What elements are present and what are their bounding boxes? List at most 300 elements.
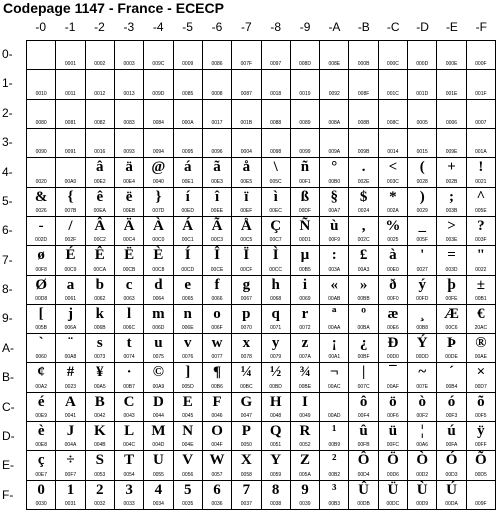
cell-glyph: ¬ — [330, 364, 339, 381]
cell-glyph: d — [154, 276, 163, 293]
code-cell — [115, 393, 144, 422]
cell-glyph: è — [37, 423, 45, 440]
cell-glyph: Ó — [445, 452, 458, 469]
cell-glyph: # — [66, 364, 75, 381]
code-cell — [379, 393, 408, 422]
code-cell — [56, 276, 85, 305]
code-cell — [320, 393, 349, 422]
code-cell — [379, 188, 408, 217]
cell-glyph: 5 — [183, 481, 192, 498]
column-label: -3 — [123, 20, 135, 34]
code-cell — [232, 70, 261, 99]
cell-codepoint: 0075 — [152, 354, 164, 361]
cell-glyph: ã — [213, 159, 221, 176]
cell-glyph: ¡ — [331, 335, 337, 352]
cell-codepoint: 0022 — [475, 266, 487, 273]
cell-codepoint: 00BB — [357, 295, 370, 302]
cell-glyph: È — [153, 247, 164, 264]
code-cell — [203, 188, 232, 217]
code-cell — [86, 334, 115, 363]
cell-glyph: x — [242, 335, 251, 352]
cell-codepoint: 001F — [475, 90, 487, 97]
cell-codepoint: 0064 — [152, 295, 164, 302]
cell-codepoint: 0096 — [211, 149, 223, 156]
cell-codepoint: 00A9 — [152, 383, 165, 390]
cell-glyph: X — [240, 452, 252, 469]
row-label: C- — [2, 399, 15, 414]
cell-codepoint: 003B — [445, 207, 458, 214]
cell-codepoint: 00B2 — [328, 471, 341, 478]
cell-glyph: [ — [38, 305, 44, 322]
cell-codepoint: 007A — [299, 354, 311, 361]
cell-codepoint: 0015 — [416, 149, 428, 156]
row-header — [2, 40, 26, 510]
cell-codepoint: 001A — [475, 149, 487, 156]
cell-codepoint: 004C — [123, 442, 136, 449]
cell-codepoint: 00BD — [269, 383, 282, 390]
cell-codepoint: 006B — [93, 325, 106, 332]
cell-glyph: À — [152, 217, 164, 234]
cell-codepoint: 0016 — [94, 149, 106, 156]
cell-glyph: Ü — [387, 481, 399, 498]
column-header — [26, 20, 496, 36]
code-cell — [437, 276, 466, 305]
cell-codepoint: 003F — [475, 237, 487, 244]
cell-codepoint: 00EA — [93, 207, 106, 214]
code-cell — [437, 422, 466, 451]
cell-glyph: U — [152, 452, 164, 469]
cell-glyph: ê — [96, 188, 104, 205]
code-cell — [437, 334, 466, 363]
cell-glyph: ë — [125, 188, 133, 205]
cell-codepoint: 0057 — [211, 471, 223, 478]
cell-glyph: É — [65, 247, 76, 264]
cell-glyph: í — [185, 188, 190, 205]
cell-codepoint: 00C4 — [123, 237, 136, 244]
cell-glyph: Q — [269, 423, 282, 440]
code-cell — [144, 363, 173, 392]
code-cell — [174, 334, 203, 363]
cell-codepoint: 008A — [328, 119, 341, 126]
code-cell — [379, 246, 408, 275]
cell-codepoint: 009E — [445, 149, 458, 156]
cell-glyph: ¥ — [96, 364, 104, 381]
cell-codepoint: 003C — [386, 178, 399, 185]
code-cell — [437, 393, 466, 422]
column-label: -0 — [35, 20, 47, 34]
cell-glyph: f — [214, 276, 220, 293]
code-cell — [115, 334, 144, 363]
cell-codepoint: 00A0 — [64, 178, 77, 185]
cell-codepoint: 00EC — [269, 207, 282, 214]
cell-glyph: Þ — [446, 335, 457, 352]
column-label: -D — [416, 20, 429, 34]
cell-glyph: A — [65, 393, 76, 410]
cell-codepoint: 00B8 — [416, 325, 429, 332]
code-cell — [437, 158, 466, 187]
row-label: 1- — [2, 76, 13, 91]
code-cell — [379, 70, 408, 99]
code-cell — [437, 129, 466, 158]
code-cell — [262, 100, 291, 129]
cell-codepoint: 0060 — [35, 354, 47, 361]
cell-codepoint: 00B4 — [445, 383, 458, 390]
cell-glyph: Ý — [416, 335, 428, 352]
cell-codepoint: 0019 — [299, 90, 311, 97]
code-cell — [467, 70, 496, 99]
cell-glyph: à — [389, 247, 397, 264]
code-cell — [203, 305, 232, 334]
cell-codepoint: 0094 — [152, 149, 164, 156]
cell-glyph: ó — [447, 393, 456, 410]
code-cell — [262, 305, 291, 334]
cell-codepoint: 00C1 — [181, 237, 194, 244]
cell-glyph: . — [361, 159, 366, 176]
cell-glyph: ì — [273, 188, 278, 205]
cell-glyph: - — [38, 217, 44, 234]
code-cell — [27, 129, 56, 158]
cell-codepoint: 009C — [152, 61, 165, 68]
code-cell — [379, 41, 408, 70]
cell-codepoint: 001D — [416, 90, 429, 97]
cell-codepoint: 00BC — [240, 383, 253, 390]
cell-codepoint: 00F5 — [475, 413, 487, 420]
code-cell — [27, 422, 56, 451]
cell-codepoint: 0005 — [416, 119, 428, 126]
cell-codepoint: 004F — [211, 442, 223, 449]
code-cell — [174, 217, 203, 246]
cell-codepoint: 001B — [240, 119, 253, 126]
cell-codepoint: 0088 — [270, 119, 282, 126]
cell-codepoint: 0033 — [123, 501, 135, 507]
code-cell — [56, 363, 85, 392]
cell-codepoint: 00B9 — [328, 442, 341, 449]
cell-codepoint: 00E1 — [181, 178, 194, 185]
code-cell — [320, 129, 349, 158]
code-cell — [320, 481, 349, 510]
cell-glyph: ° — [331, 159, 338, 176]
cell-codepoint: 0097 — [270, 61, 282, 68]
code-cell — [232, 451, 261, 480]
cell-glyph: õ — [477, 393, 485, 410]
cell-codepoint: 00E5 — [240, 178, 253, 185]
cell-codepoint: 0093 — [123, 149, 135, 156]
cell-codepoint: 001C — [386, 90, 399, 97]
cell-glyph: t — [126, 335, 132, 352]
cell-glyph: ð — [389, 276, 397, 293]
code-cell — [174, 129, 203, 158]
cell-glyph: 4 — [154, 481, 163, 498]
code-cell — [203, 158, 232, 187]
cell-codepoint: 008B — [357, 119, 370, 126]
cell-glyph: Ã — [211, 217, 223, 234]
code-cell — [174, 246, 203, 275]
cell-glyph: 1 — [66, 481, 75, 498]
row-label: 4- — [2, 164, 13, 179]
cell-glyph: h — [271, 276, 280, 293]
cell-glyph: N — [182, 423, 194, 440]
cell-codepoint: 000D — [416, 61, 429, 68]
code-cell — [86, 276, 115, 305]
codepage-table — [26, 40, 496, 510]
cell-codepoint: 000E — [445, 61, 458, 68]
cell-codepoint: 00AB — [328, 295, 341, 302]
code-cell — [27, 188, 56, 217]
cell-glyph: * — [389, 188, 397, 205]
cell-codepoint: 0073 — [94, 354, 106, 361]
code-cell — [467, 246, 496, 275]
column-label: -5 — [182, 20, 193, 34]
code-cell — [291, 217, 320, 246]
cell-codepoint: 00DA — [445, 501, 458, 507]
cell-codepoint: 0098 — [270, 149, 282, 156]
code-cell — [232, 334, 261, 363]
code-cell — [320, 305, 349, 334]
cell-codepoint: 0028 — [416, 178, 428, 185]
cell-codepoint: 00AF — [386, 383, 399, 390]
code-cell — [262, 451, 291, 480]
code-cell — [349, 129, 378, 158]
code-cell — [467, 158, 496, 187]
cell-glyph: Â — [94, 217, 106, 234]
cell-glyph: ] — [185, 364, 191, 381]
code-cell — [27, 100, 56, 129]
row-label: F- — [2, 487, 14, 502]
cell-codepoint: 0027 — [416, 266, 428, 273]
cell-glyph: é — [37, 393, 45, 410]
cell-codepoint: 0003 — [123, 61, 135, 68]
cell-codepoint: 0023 — [64, 383, 77, 390]
code-cell — [232, 305, 261, 334]
cell-codepoint: 009A — [328, 149, 341, 156]
cell-codepoint: 00CE — [210, 266, 224, 273]
cell-glyph: L — [124, 423, 135, 440]
cell-glyph: R — [299, 423, 311, 440]
cell-glyph: Ï — [243, 247, 250, 264]
code-cell — [56, 451, 85, 480]
code-cell — [320, 188, 349, 217]
code-cell — [56, 334, 85, 363]
cell-codepoint: 000C — [386, 61, 399, 68]
cell-glyph: â — [96, 159, 104, 176]
row-label: 3- — [2, 135, 13, 150]
code-cell — [320, 41, 349, 70]
cell-codepoint: 0091 — [64, 149, 77, 156]
cell-glyph: Ð — [387, 335, 399, 352]
cell-glyph: » — [359, 276, 368, 293]
cell-codepoint: 0050 — [240, 442, 252, 449]
cell-glyph: ¾ — [299, 364, 311, 381]
cell-codepoint: 00A2 — [35, 383, 47, 390]
code-cell — [349, 451, 378, 480]
code-cell — [291, 129, 320, 158]
cell-codepoint: 00EB — [122, 207, 136, 214]
cell-codepoint: 00CF — [240, 266, 253, 273]
code-cell — [379, 481, 408, 510]
code-cell — [86, 188, 115, 217]
code-cell — [291, 305, 320, 334]
cell-codepoint: 0032 — [94, 501, 106, 507]
code-cell — [408, 451, 437, 480]
cell-glyph: P — [241, 423, 251, 440]
code-cell — [203, 481, 232, 510]
code-cell — [56, 41, 85, 70]
cell-codepoint: 00D2 — [416, 471, 429, 478]
code-cell — [232, 481, 261, 510]
cell-codepoint: 0081 — [64, 119, 77, 126]
cell-glyph: ± — [476, 276, 485, 293]
cell-glyph: ¸ — [419, 305, 425, 322]
cell-codepoint: 00A8 — [64, 354, 77, 361]
cell-codepoint: 0059 — [270, 471, 282, 478]
column-label: -9 — [299, 20, 311, 34]
cell-glyph: Ê — [94, 247, 105, 264]
cell-codepoint: 0041 — [64, 413, 77, 420]
code-cell — [437, 100, 466, 129]
cell-glyph: ( — [419, 159, 425, 176]
cell-codepoint: 0018 — [270, 90, 282, 97]
cell-glyph: S — [95, 452, 104, 469]
code-cell — [379, 129, 408, 158]
cell-codepoint: 0095 — [182, 149, 194, 156]
code-cell — [320, 334, 349, 363]
code-cell — [320, 158, 349, 187]
code-cell — [232, 217, 261, 246]
code-cell — [437, 451, 466, 480]
code-cell — [320, 246, 349, 275]
code-cell — [115, 70, 144, 99]
row-label: 0- — [2, 47, 13, 61]
cell-glyph: û — [359, 423, 368, 440]
code-cell — [174, 305, 203, 334]
code-cell — [115, 217, 144, 246]
code-cell — [262, 363, 291, 392]
cell-codepoint: 000F — [475, 61, 487, 68]
cell-codepoint: 00E9 — [35, 413, 47, 420]
cell-codepoint: 00E2 — [93, 178, 106, 185]
cell-glyph: « — [330, 276, 339, 293]
cell-codepoint: 00C5 — [240, 237, 253, 244]
cell-glyph: K — [93, 423, 106, 440]
code-cell — [291, 188, 320, 217]
cell-codepoint: 00CA — [93, 266, 107, 273]
cell-codepoint: 0026 — [35, 207, 47, 214]
cell-glyph: j — [67, 305, 73, 322]
cell-codepoint: 0021 — [475, 178, 487, 185]
code-cell — [144, 305, 173, 334]
code-cell — [349, 41, 378, 70]
cell-codepoint: 00D7 — [474, 383, 487, 390]
column-label: -A — [328, 20, 341, 34]
cell-codepoint: 0007 — [475, 119, 487, 126]
cell-glyph: Ç — [270, 217, 282, 234]
code-cell — [437, 363, 466, 392]
cell-glyph: i — [302, 276, 308, 293]
code-cell — [262, 41, 291, 70]
cell-codepoint: 005C — [269, 178, 282, 185]
cell-glyph: + — [447, 159, 456, 176]
cell-codepoint: 00E0 — [387, 266, 399, 273]
cell-codepoint: 00F8 — [35, 266, 47, 273]
row-label: 6- — [2, 223, 13, 238]
cell-codepoint: 006E — [181, 325, 194, 332]
code-cell — [291, 246, 320, 275]
code-cell — [379, 217, 408, 246]
cell-glyph: H — [269, 393, 282, 410]
code-cell — [291, 276, 320, 305]
cell-glyph — [320, 394, 348, 410]
cell-codepoint: 002A — [387, 207, 399, 214]
code-cell — [174, 41, 203, 70]
code-cell — [56, 158, 85, 187]
column-label: -E — [445, 20, 458, 34]
column-label: -4 — [152, 20, 164, 34]
code-cell — [56, 188, 85, 217]
code-cell — [467, 217, 496, 246]
code-cell — [320, 451, 349, 480]
cell-glyph: % — [385, 217, 401, 234]
cell-codepoint: 00F6 — [387, 413, 399, 420]
code-cell — [320, 276, 349, 305]
cell-codepoint: 00D3 — [445, 471, 458, 478]
cell-codepoint: 0034 — [152, 501, 164, 507]
cell-codepoint: 0010 — [35, 90, 47, 97]
code-cell — [349, 305, 378, 334]
cell-glyph: $ — [359, 188, 368, 205]
cell-glyph: Z — [299, 452, 310, 469]
cell-glyph: C — [123, 393, 135, 410]
cell-glyph: 8 — [271, 481, 280, 498]
cell-glyph: Ô — [357, 452, 370, 469]
cell-codepoint: 00B0 — [328, 178, 341, 185]
code-cell — [174, 100, 203, 129]
cell-codepoint: 0055 — [152, 471, 164, 478]
cell-glyph: º — [361, 305, 367, 322]
cell-glyph: W — [209, 452, 225, 469]
code-cell — [144, 188, 173, 217]
code-cell — [379, 363, 408, 392]
code-cell — [467, 481, 496, 510]
code-cell — [203, 422, 232, 451]
cell-codepoint: 006F — [211, 325, 223, 332]
cell-glyph: ® — [475, 335, 487, 352]
cell-codepoint: 00D5 — [474, 471, 487, 478]
cell-glyph: < — [388, 159, 398, 176]
cell-glyph: ¹ — [332, 423, 337, 440]
cell-glyph: ^ — [476, 188, 486, 205]
cell-codepoint: 0068 — [270, 295, 282, 302]
cell-glyph: Á — [182, 217, 194, 234]
code-cell — [232, 129, 261, 158]
code-cell — [467, 100, 496, 129]
cell-glyph: ¢ — [37, 364, 45, 381]
cell-codepoint: 00BF — [357, 354, 370, 361]
cell-glyph: O — [211, 423, 223, 440]
cell-codepoint: 00E6 — [387, 325, 399, 332]
cell-codepoint: 0067 — [240, 295, 252, 302]
cell-glyph: Ñ — [299, 217, 311, 234]
cell-codepoint: 0054 — [123, 471, 135, 478]
cell-glyph: V — [182, 452, 194, 469]
cell-glyph: ` — [38, 335, 44, 352]
code-cell — [379, 422, 408, 451]
code-cell — [291, 451, 320, 480]
cell-codepoint: 0090 — [35, 149, 47, 156]
cell-codepoint: 0071 — [270, 325, 282, 332]
cell-glyph: o — [213, 305, 221, 322]
cell-codepoint: 0087 — [240, 90, 252, 97]
cell-codepoint: 00C6 — [445, 325, 458, 332]
